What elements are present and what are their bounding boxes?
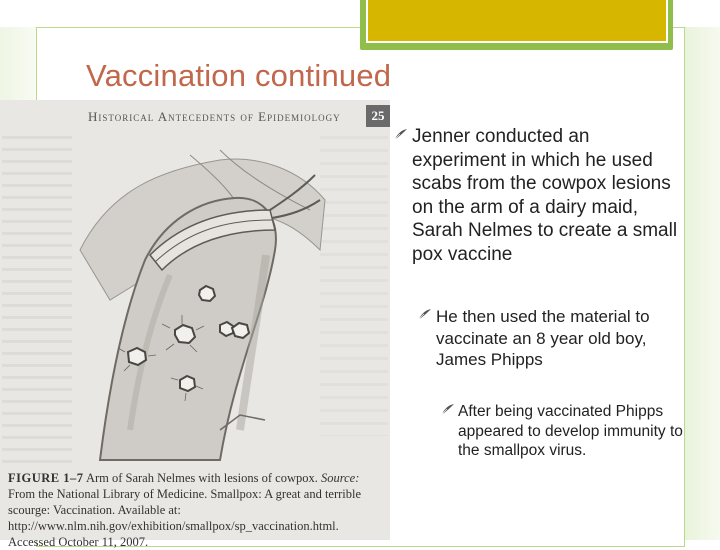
book-page-image — [0, 100, 390, 549]
right-decor-stripe — [685, 27, 720, 540]
bullet-level-3 — [458, 402, 683, 461]
caption-source-text: From the National Library of Medicine. Smallpox: A great and terrible scourge: Vaccination. Available at: http://www.nlm.nih.gov/exhibition/smallpox/sp_vaccination.html. Accessed October 11, 2007. — [8, 487, 362, 549]
feather-bullet-icon — [394, 128, 408, 140]
caption-label: FIGURE 1–7 — [8, 471, 84, 485]
bullet-text: Jenner conducted an experiment in which he used scabs from the cowpox lesions on the arm of a dairy maid, Sarah Nelmes to create a small pox vaccine — [412, 126, 678, 265]
bullet-level-1 — [412, 125, 682, 266]
caption-title: Arm of Sarah Nelmes with lesions of cowpox. — [85, 471, 318, 485]
bleed-through-text-right — [320, 136, 388, 436]
bullet-text: He then used the material to vaccinate an 8 year old boy, James Phipps — [436, 307, 650, 369]
accent-banner-inner — [366, 0, 668, 43]
slide-title: Vaccination continued — [86, 58, 392, 93]
page-number: 25 — [366, 105, 390, 127]
feather-bullet-icon — [418, 308, 432, 320]
feather-bullet-icon — [441, 403, 455, 415]
arm-with-lesions-illustration — [70, 130, 330, 470]
figure-caption — [8, 470, 383, 550]
page-header: Historical Antecedents of Epidemiology — [88, 109, 341, 124]
bleed-through-text-left — [2, 136, 72, 466]
bullet-text: After being vaccinated Phipps appeared to develop immunity to the smallpox virus. — [458, 403, 683, 460]
caption-source-label: Source: — [320, 471, 360, 485]
bullet-level-2 — [436, 306, 686, 371]
